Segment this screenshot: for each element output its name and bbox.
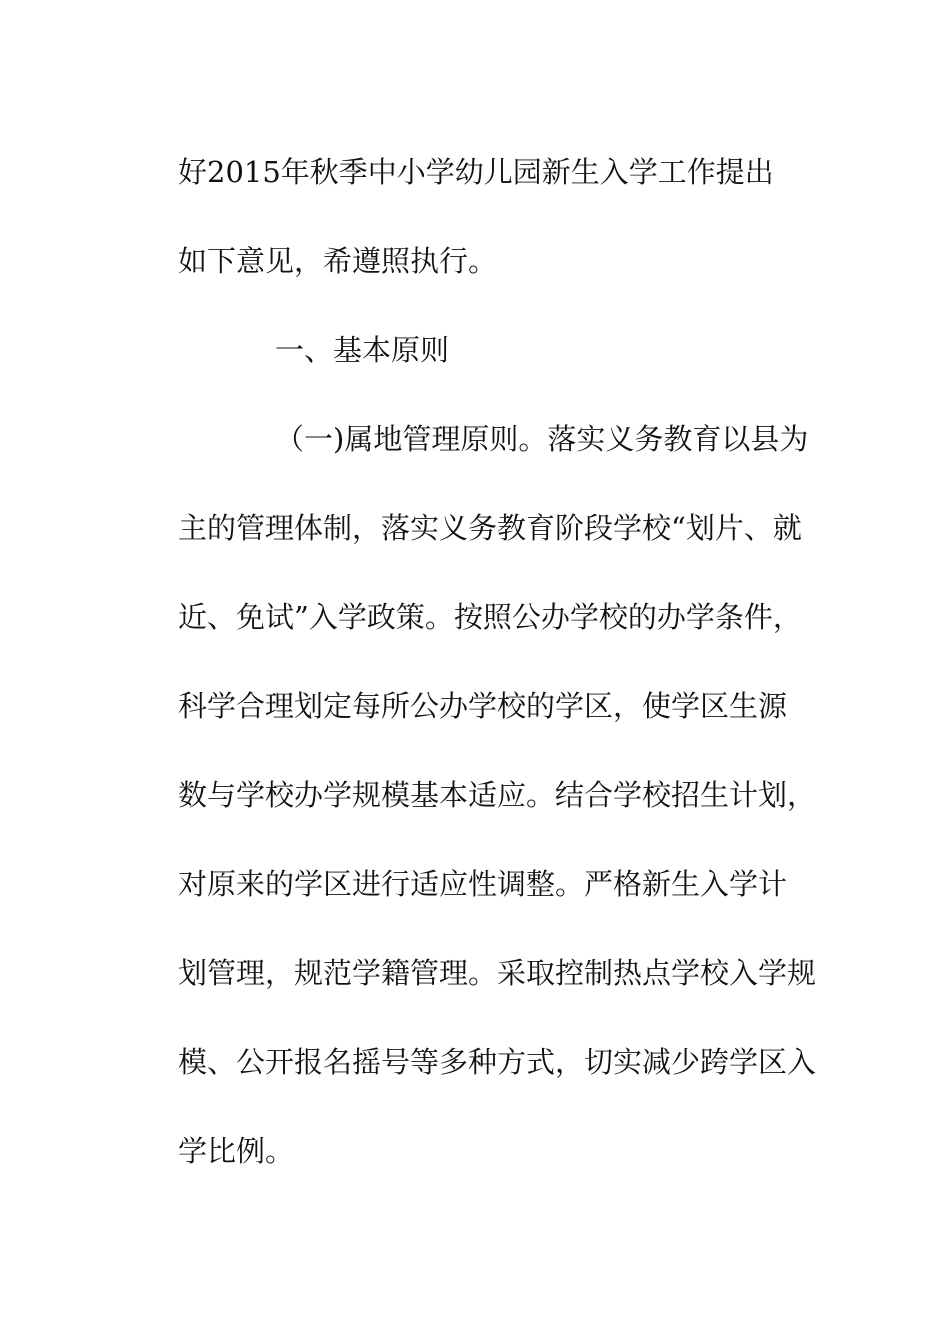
paragraph-line: 学比例。 [178, 1134, 295, 1168]
paragraph-line: 科学合理划定每所公办学校的学区，使学区生源 [178, 689, 788, 723]
paragraph-line: 对原来的学区进行适应性调整。严格新生入学计 [178, 867, 788, 901]
paragraph-line: 如下意见，希遵照执行。 [178, 244, 498, 278]
paragraph-line: 近、免试”入学政策。按照公办学校的办学条件， [178, 600, 802, 634]
paragraph-line: 主的管理体制，落实义务教育阶段学校“划片、就 [178, 511, 802, 545]
paragraph-line: 划管理，规范学籍管理。采取控制热点学校入学规 [178, 956, 817, 990]
paragraph-line: 模、公开报名摇号等多种方式，切实减少跨学区入 [178, 1045, 817, 1079]
paragraph-line: 数与学校办学规模基本适应。结合学校招生计划， [178, 778, 817, 812]
section-heading: 一、基本原则 [275, 333, 450, 367]
subsection-heading-line: （一)属地管理原则。落实义务教育以县为 [275, 422, 809, 456]
paragraph-line: 好2015年秋季中小学幼儿园新生入学工作提出 [178, 155, 774, 189]
